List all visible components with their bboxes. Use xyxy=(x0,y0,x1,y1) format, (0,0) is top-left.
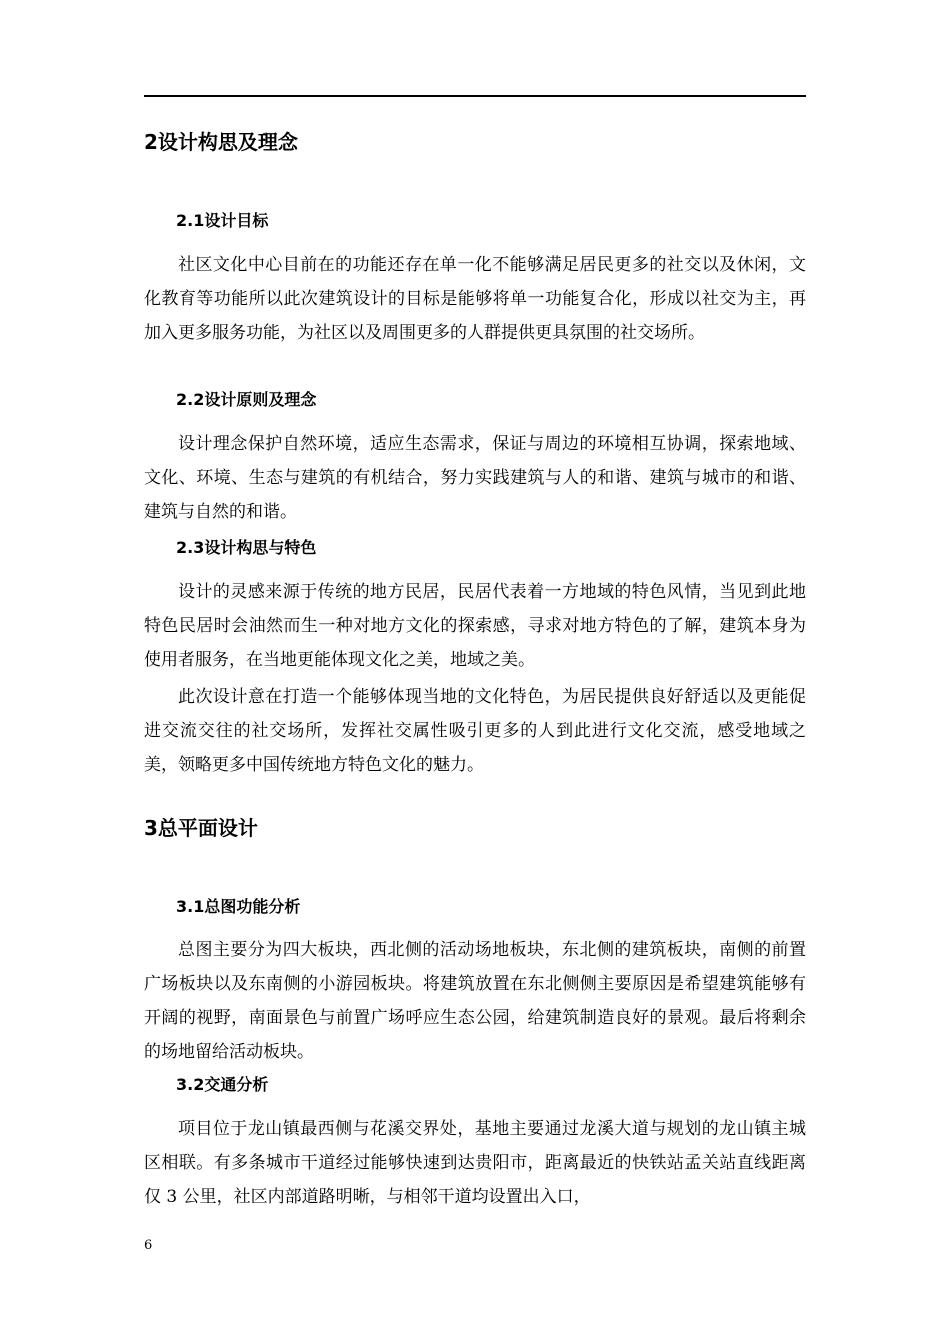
subsection-heading-2-3: 2.3设计构思与特色 xyxy=(176,538,317,557)
header-rule xyxy=(144,95,806,97)
paragraph-2-1: 社区文化中心目前在的功能还存在单一化不能够满足居民更多的社交以及休闲，文化教育等功能所以此次建筑设计的目标是能够将单一功能复合化，形成以社交为主，再加入更多服务功能，为社区以及周围更多的人群提供更具氛围的社交场所。 xyxy=(144,255,806,343)
subsection-heading-2-2: 2.2设计原则及理念 xyxy=(176,390,317,409)
page-number: 6 xyxy=(144,1238,153,1253)
subsection-heading-3-2: 3.2交通分析 xyxy=(176,1075,269,1094)
paragraph-2-3-a: 设计的灵感来源于传统的地方民居，民居代表着一方地域的特色风情，当见到此地特色民居时会油然而生一种对地方文化的探索感，寻求对地方特色的了解，建筑本身为使用者服务，在当地更能体现文化之美，地域之美。 xyxy=(144,582,806,670)
subsection-heading-3-1: 3.1总图功能分析 xyxy=(176,897,301,916)
section-heading-2: 2设计构思及理念 xyxy=(144,130,298,154)
paragraph-3-1: 总图主要分为四大板块，西北侧的活动场地板块，东北侧的建筑板块，南侧的前置广场板块以及东南侧的小游园板块。将建筑放置在东北侧侧主要原因是希望建筑能够有开阔的视野，南面景色与前置广场呼应生态公园，给建筑制造良好的景观。最后将剩余的场地留给活动板块。 xyxy=(144,940,806,1062)
paragraph-2-2: 设计理念保护自然环境，适应生态需求，保证与周边的环境相互协调，探索地域、文化、环境、生态与建筑的有机结合，努力实践建筑与人的和谐、建筑与城市的和谐、建筑与自然的和谐。 xyxy=(144,434,806,522)
subsection-heading-2-1: 2.1设计目标 xyxy=(176,211,269,230)
paragraph-2-3-b: 此次设计意在打造一个能够体现当地的文化特色，为居民提供良好舒适以及更能促进交流交往的社交场所，发挥社交属性吸引更多的人到此进行文化交流，感受地域之美，领略更多中国传统地方特色文化的魅力。 xyxy=(144,687,806,775)
paragraph-3-2: 项目位于龙山镇最西侧与花溪交界处，基地主要通过龙溪大道与规划的龙山镇主城区相联。有多条城市干道经过能够快速到达贵阳市，距离最近的快铁站孟关站直线距离仅 3 公里，社区内部道路明晰，与相邻干道均设置出入口， xyxy=(144,1119,806,1207)
section-heading-3: 3总平面设计 xyxy=(144,816,258,840)
